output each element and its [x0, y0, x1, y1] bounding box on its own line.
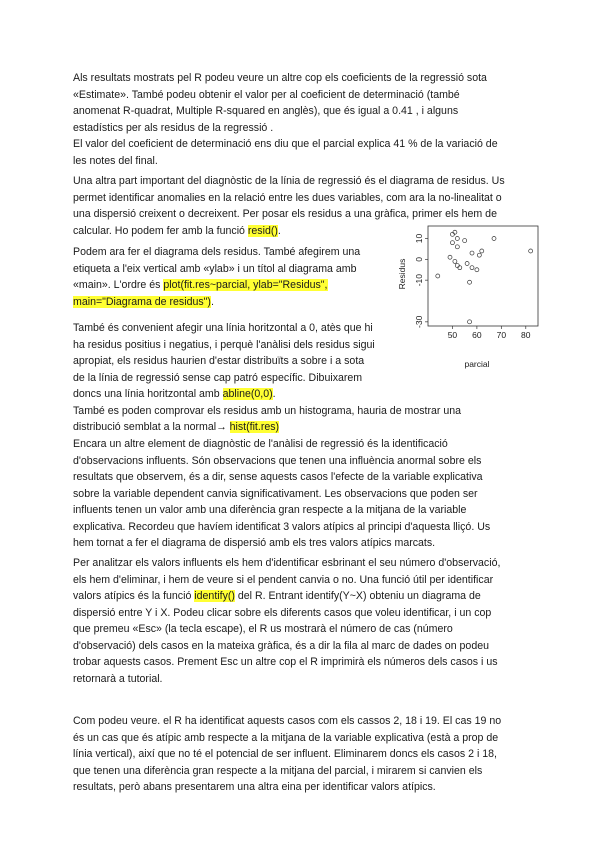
text-line: que premeu «Esc» (la tecla escape), el R us mostrarà el número de cas (número: [73, 623, 453, 635]
text-line: permet identificar anomalies en la relació entre les dues variables, com ara la no-linealitat o: [73, 191, 502, 204]
code-hist: hist(fit.res): [229, 421, 280, 433]
x-tick-label: 60: [472, 330, 482, 340]
text-line: trobar aquests casos. Prement Esc un altre cop el R imprimirà els números dels casos i us: [73, 656, 498, 668]
code-abline: abline(0,0): [222, 388, 273, 400]
x-axis-ticks: [448, 326, 531, 340]
data-point: [463, 239, 467, 243]
x-tick-label: 70: [496, 330, 507, 340]
data-point: [465, 262, 469, 266]
data-point: [450, 241, 454, 245]
text-line: les notes del final.: [73, 154, 158, 167]
code-resid: resid(): [247, 224, 278, 237]
plot-points: [436, 230, 533, 324]
text-line: retornarà a tutorial.: [73, 672, 163, 685]
text-line: de la línia de regressió sense cap patró específic. Dibuixarem: [73, 371, 363, 384]
y-axis-ticks: [414, 234, 428, 328]
text-line: resultats, però abans presentarem una altra eina per identificar valors atípics.: [73, 781, 436, 793]
text-line: valors atípics és la funció identify() del R. Entrant identify(Y~X) obteniu un diagrama de: [73, 590, 481, 602]
text-line: que tenen una diferència gran respecte a la mitjana del parcial, i mirarem si canvien els: [73, 764, 483, 777]
code-identify: identify(): [194, 590, 235, 602]
text-line: ha residus positius i negatius, i perquè l'anàlisi dels residus sigui: [73, 338, 375, 351]
text-line: d'observacions influents. Són observacions que tenen una influència anormal sobre els: [73, 454, 482, 467]
text-line: hem tornat a fer el diagrama de dispersió amb els tres valors atípics marcats.: [73, 537, 436, 549]
plot-frame: [428, 226, 538, 326]
text-line: Per analitzar els valors influents els hem d'identificar esbrinant el seu número d'observació,: [73, 557, 501, 569]
x-tick-label: 50: [447, 330, 458, 340]
text-line: Una altra part important del diagnòstic de la línia de regressió és el diagrama de residus. Us: [73, 175, 505, 187]
code-plot-main: main="Diagrama de residus"): [73, 295, 211, 308]
text-line: «main». L'ordre és plot(fit.res~parcial, ylab="Residus",: [73, 279, 328, 291]
text-line: etiqueta a l'eix vertical amb «ylab» i un títol al diagrama amb: [73, 262, 357, 275]
y-tick-label: -10: [414, 274, 424, 287]
text-line: Podem ara fer el diagrama dels residus. També afegirem una: [73, 246, 361, 258]
y-tick-label: 10: [414, 233, 424, 244]
x-tick-label: 80: [521, 330, 531, 340]
text-line: Als resultats mostrats pel R podeu veure un altre cop els coeficients de la regressió sota: [73, 72, 487, 84]
text-line: El valor del coeficient de determinació ens diu que el parcial explica 41 % de la variació de: [73, 138, 498, 150]
text-line: d'observació) dels casos en la mateixa gràfica, és a dir la fila al marc de dades on podeu: [73, 639, 489, 652]
residual-scatter-plot: [395, 222, 540, 372]
y-axis-label: Residus: [397, 258, 407, 290]
text-line: una dispersió creixent o decreixent. Per posar els residus a una gràfica, primer els hem de: [73, 208, 497, 220]
text-line: explicativa. Recordeu que havíem identificat 3 valors atípics al principi d'aquesta lliçó. Us: [73, 520, 491, 533]
data-point: [448, 255, 452, 259]
text-line: resultats que observem, és a dir, sense aquests casos l'efecte de la variable explicativa: [73, 471, 483, 483]
code-plot: plot(fit.res~parcial, ylab="Residus",: [163, 279, 328, 291]
text-line: estadístics per als residus de la regressió .: [73, 121, 274, 134]
data-point: [492, 237, 496, 241]
data-point: [475, 268, 479, 272]
text-line: influents tenen un valor amb una diferència gran respecte a la mitjana de la variable: [73, 504, 467, 516]
data-point: [436, 274, 440, 278]
text-line: sobre la variable dependent canvia significativament. Les observacions que poden ser: [73, 487, 478, 500]
data-point: [477, 253, 481, 257]
data-point: [470, 251, 474, 255]
text-line: línia vertical), així que no té el potencial de ser influent. Eliminarem doncs els casos 2 i 18,: [73, 748, 497, 760]
text-line: apropiat, els residus haurien d'estar distribuïts a sobre i a sota: [73, 355, 365, 367]
text-line: main="Diagrama de residus").: [73, 295, 214, 308]
data-point: [468, 320, 472, 324]
y-tick-label: -30: [414, 315, 424, 328]
data-point: [455, 237, 459, 241]
text-line: doncs una línia horitzontal amb abline(0,0).: [73, 388, 276, 400]
text-line: distribució semblat a la normal→ hist(fit.res): [73, 421, 280, 433]
data-point: [529, 249, 533, 253]
paragraph-influential-observations: [73, 436, 535, 552]
text-line: els hem d'eliminar, i hem de veure si el pendent canvia o no. Una funció útil per identificar: [73, 573, 494, 586]
text-line: anomenat R-quadrat, Multiple R-squared en anglès), que és igual a 0.41 , i alguns: [73, 105, 459, 117]
paragraph-regression-output: [73, 70, 535, 169]
text-line: «Estimate». També podeu obtenir el valor per al coeficient de determinació (també: [73, 88, 460, 101]
text-line: Com podeu veure. el R ha identificat aquests casos com els cassos 2, 18 i 19. El cas 19 no: [73, 715, 502, 727]
text-line: dispersió entre Y i X. Podeu clicar sobre els diferents casos que voleu identificar, i un cop: [73, 606, 492, 619]
data-point: [470, 266, 474, 270]
x-axis-label: parcial: [464, 359, 490, 369]
y-tick-label: 0: [414, 256, 424, 262]
text-line: és un cas que és atípic amb respecte a la mitjana de la variable explicativa (està a prop de: [73, 731, 499, 744]
data-point: [468, 280, 472, 284]
data-point: [480, 249, 484, 253]
text-line: També és convenient afegir una línia horitzontal a 0, atès que hi: [73, 322, 373, 334]
paragraph-plot-command: [73, 244, 393, 310]
text-line: calcular. Ho podem fer amb la funció resid().: [73, 224, 281, 237]
data-point: [453, 259, 457, 263]
data-point: [455, 245, 459, 249]
text-line: Encara un altre element de diagnòstic de l'anàlisi de regressió és la identificació: [73, 438, 448, 450]
paragraph-cases-identified: [73, 713, 535, 796]
text-line: També es poden comprovar els residus amb un histograma, hauria de mostrar una: [73, 404, 462, 417]
paragraph-identify: [73, 555, 535, 687]
plot-border: [428, 226, 538, 326]
